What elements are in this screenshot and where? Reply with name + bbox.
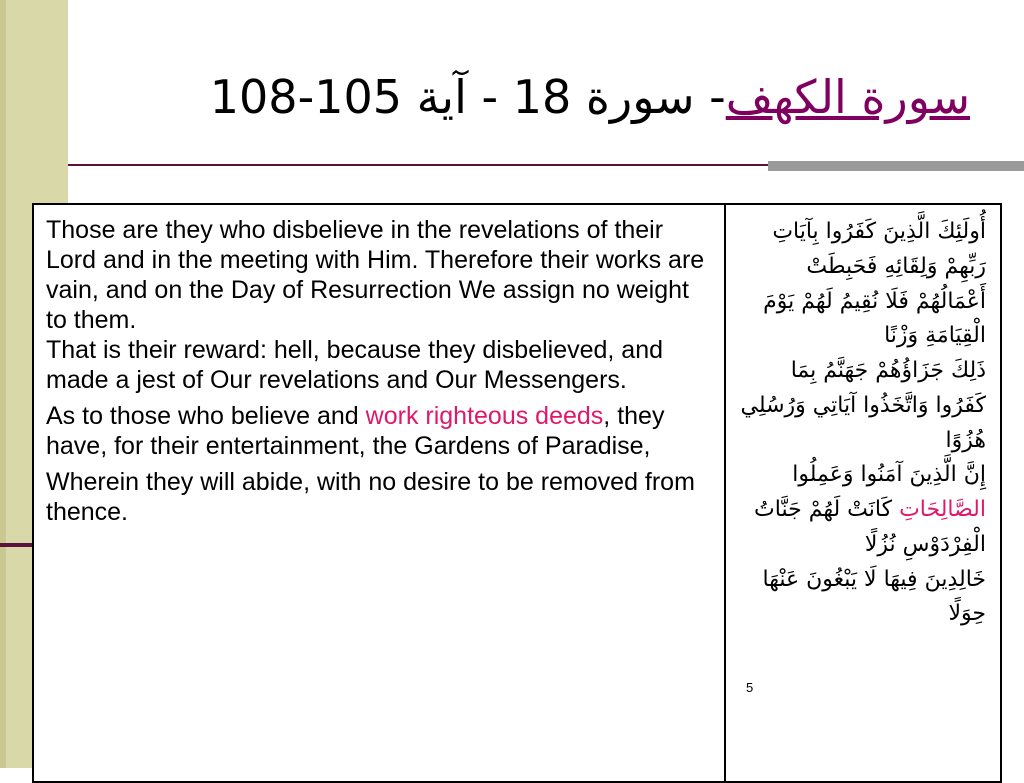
english-verse-107-end: , they have, for their entertainment, the Gardens of Paradise, — [46, 402, 665, 460]
arabic-verse-107-start: إِنَّ الَّذِينَ آمَنُوا وَعَمِلُوا — [792, 462, 986, 488]
english-verse-106-text: That is their reward: hell, because they disbelieved, and made a jest of Our revelations and Our Messengers. — [46, 336, 664, 394]
english-translation-column — [34, 205, 726, 781]
arabic-verse-105: أُولَئِكَ الَّذِينَ كَفَرُوا بِآيَاتِ رَبِّهِمْ وَلِقَائِهِ فَحَبِطَتْ أَعْمَالُهُمْ فَلَا نُقِيمُ لَهُمْ يَوْمَ الْقِيَامَةِ وَزْنًا — [763, 219, 986, 349]
sura-name-link[interactable]: سورة الكهف — [725, 70, 970, 124]
english-verse-108: Wherein they will abide, with no desire to be removed from thence. — [46, 468, 695, 526]
title-underline-accent — [768, 161, 1024, 171]
english-verse-107 — [46, 401, 714, 461]
title-underline — [68, 164, 768, 166]
arabic-verse-108: خَالِدِينَ فِيهَا لَا يَبْغُونَ عَنْهَا حِوَلًا — [762, 566, 986, 627]
english-verse-105 — [46, 215, 714, 395]
arabic-verse-107-end: كَانَتْ لَهُمْ جَنَّاتُ الْفِرْدَوْسِ نُزُلًا — [754, 497, 986, 557]
highlight-salihat: الصَّالِحَاتِ — [899, 497, 986, 522]
arabic-verse-106: ذَلِكَ جَزَاؤُهُمْ جَهَنَّمُ بِمَا كَفَرُوا وَاتَّخَذُوا آيَاتِي وَرُسُلِي هُزُوًا — [740, 358, 986, 453]
highlight-righteous-deeds: work righteous deeds — [365, 402, 604, 430]
verses-table — [32, 203, 1002, 783]
arabic-text-column — [726, 205, 1000, 781]
slide-title — [130, 62, 970, 132]
title-verse-range: - سورة 18 - آية 105-108 — [209, 70, 726, 124]
side-band-edge — [0, 0, 6, 768]
english-verse-107-start: As to those who believe and — [46, 402, 366, 430]
english-verse-105-text: Those are they who disbelieve in the revelations of their Lord and in the meeting with Him. Therefore their works are vain, and on the Day of Resurrection We assign no weight to them. — [46, 216, 705, 334]
page-number: 5 — [746, 680, 754, 695]
arabic-verse-107 — [734, 458, 986, 562]
